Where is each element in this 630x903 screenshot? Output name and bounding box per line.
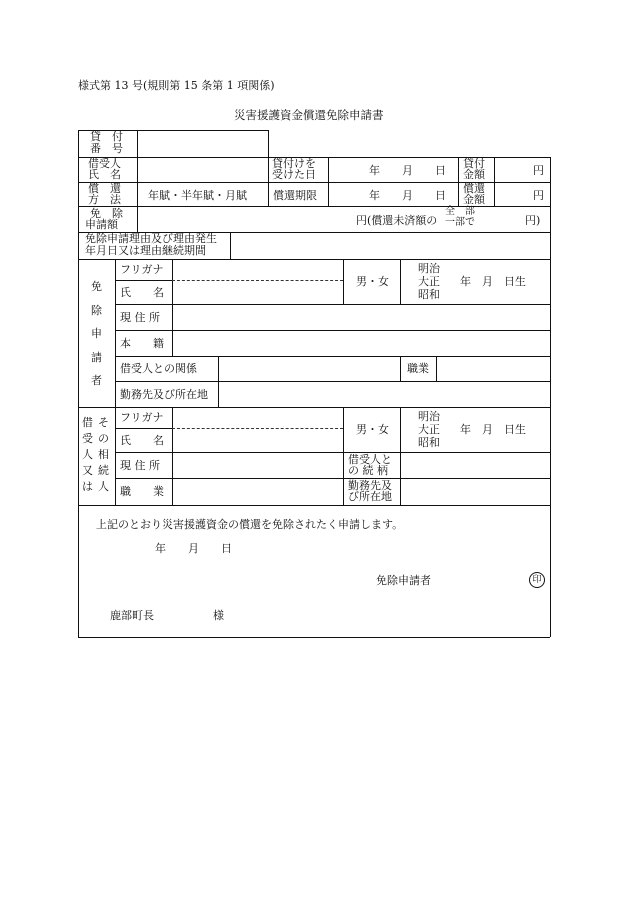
successor-era-taisho[interactable]: 大正: [418, 423, 440, 436]
successor-furigana-field[interactable]: [173, 408, 342, 427]
successor-occupation-label: 職 業: [120, 485, 164, 498]
borrower-label: 借受人: [88, 157, 121, 170]
successor-relation-field[interactable]: [401, 453, 549, 477]
repay-method-options[interactable]: 年賦・半年賦・月賦: [148, 189, 247, 202]
loan-amount-label-2: 金額: [463, 168, 485, 181]
successor-name-field[interactable]: [173, 429, 342, 451]
applicant-name-label: 氏 名: [120, 286, 164, 299]
successor-side-label-b3: 相: [98, 448, 109, 461]
successor-relation-label: 借受人と: [348, 453, 392, 466]
applicant-name-field[interactable]: [173, 281, 342, 303]
applicant-address-label: 現 住 所: [120, 311, 160, 324]
applicant-relation-field[interactable]: [219, 357, 399, 380]
repay-period-label: 償還期限: [273, 189, 317, 202]
applicant-era-meiji[interactable]: 明治: [418, 262, 440, 275]
reason-field[interactable]: [231, 233, 549, 258]
repay-period-field[interactable]: 年 月 日: [369, 189, 446, 202]
successor-workplace-label-2: び所在地: [348, 490, 392, 503]
successor-side-label-a2: 受: [82, 432, 93, 445]
loan-date-label-2: 受けた日: [272, 168, 316, 181]
repay-amount-label: 償還: [463, 182, 485, 195]
reason-label: 免除申請理由及び理由発生: [85, 232, 217, 245]
successor-era-showa[interactable]: 昭和: [418, 436, 440, 449]
exemption-all[interactable]: 全 部: [445, 206, 475, 217]
applicant-furigana-label: フリガナ: [120, 263, 164, 276]
applicant-workplace-field[interactable]: [219, 382, 549, 406]
applicant-domicile-label: 本 籍: [120, 337, 164, 350]
successor-side-label-a3: 人: [82, 448, 93, 461]
successor-side-label-a4: 又: [82, 464, 93, 477]
successor-furigana-label: フリガナ: [120, 411, 164, 424]
declaration-date[interactable]: 年 月 日: [155, 542, 232, 555]
successor-side-label-b5: 人: [98, 480, 109, 493]
applicant-address-field[interactable]: [173, 305, 549, 329]
successor-birthdate[interactable]: 年 月 日生: [460, 423, 526, 436]
declaration-statement: 上記のとおり災害援護資金の償還を免除されたく申請します。: [96, 518, 404, 531]
applicant-occupation-field[interactable]: [437, 357, 549, 380]
successor-occupation-field[interactable]: [173, 479, 342, 504]
applicant-domicile-field[interactable]: [173, 331, 549, 355]
applicant-side-label-2: 除: [91, 304, 102, 317]
seal-icon: 印: [529, 572, 545, 588]
exemption-part[interactable]: 一部で: [445, 217, 475, 228]
applicant-signature-field[interactable]: [440, 571, 520, 589]
borrower-name-field[interactable]: [138, 158, 267, 181]
exemption-amount-label-2: 申請額: [85, 218, 118, 231]
exemption-text: 円(償還未済額の: [356, 214, 438, 227]
applicant-era-showa[interactable]: 昭和: [418, 288, 440, 301]
successor-address-label: 現 住 所: [120, 459, 160, 472]
reason-label-2: 年月日又は理由継続期間: [85, 244, 206, 257]
repay-method-label: 償 還: [88, 182, 121, 195]
loan-amount-yen: 円: [533, 164, 544, 177]
applicant-birthdate[interactable]: 年 月 日生: [460, 275, 526, 288]
applicant-workplace-label: 勤務先及び所在地: [120, 388, 208, 401]
successor-side-label-b1: そ: [98, 416, 109, 429]
applicant-side-label-5: 者: [91, 374, 102, 387]
applicant-occupation-label: 職業: [407, 362, 429, 375]
applicant-signature-label: 免除申請者: [376, 574, 431, 587]
form-number: 様式第 13 号(規則第 15 条第 1 項関係): [78, 79, 275, 92]
repay-method-label-2: 方 法: [88, 193, 121, 206]
applicant-era-taisho[interactable]: 大正: [418, 275, 440, 288]
exemption-text-end: 円): [525, 214, 541, 227]
loan-amount-label: 貸付: [463, 157, 485, 170]
form-title: 災害援護資金償還免除申請書: [234, 108, 384, 122]
successor-side-label-b2: の: [98, 432, 109, 445]
successor-workplace-field[interactable]: [401, 479, 549, 504]
addressee: 鹿部町長: [110, 609, 154, 622]
loan-number-label-2: 番 号: [90, 142, 123, 155]
loan-date-field[interactable]: 年 月 日: [369, 164, 446, 177]
exemption-amount-label: 免 除: [90, 207, 123, 220]
applicant-side-label-1: 免: [91, 280, 102, 293]
loan-number-field[interactable]: [138, 131, 267, 156]
successor-era-meiji[interactable]: 明治: [418, 410, 440, 423]
repay-amount-label-2: 金額: [463, 193, 485, 206]
applicant-side-label-3: 申: [91, 327, 102, 340]
successor-workplace-label: 勤務先及: [348, 479, 392, 492]
borrower-label-2: 氏 名: [88, 168, 121, 181]
applicant-gender[interactable]: 男・女: [356, 275, 389, 288]
applicant-relation-label: 借受人との関係: [120, 362, 197, 375]
successor-gender[interactable]: 男・女: [356, 423, 389, 436]
repay-amount-yen: 円: [533, 189, 544, 202]
successor-name-label: 氏 名: [120, 434, 164, 447]
loan-date-label: 貸付けを: [272, 157, 316, 170]
successor-side-label-b4: 続: [98, 464, 109, 477]
successor-side-label-a5: は: [82, 480, 93, 493]
addressee-honorific: 様: [213, 609, 224, 622]
applicant-furigana-field[interactable]: [173, 260, 342, 279]
successor-relation-label-2: の 続 柄: [348, 464, 388, 477]
loan-number-label: 貸 付: [90, 130, 123, 143]
applicant-side-label-4: 請: [91, 351, 102, 364]
successor-address-field[interactable]: [173, 453, 342, 477]
successor-side-label-a1: 借: [82, 416, 93, 429]
